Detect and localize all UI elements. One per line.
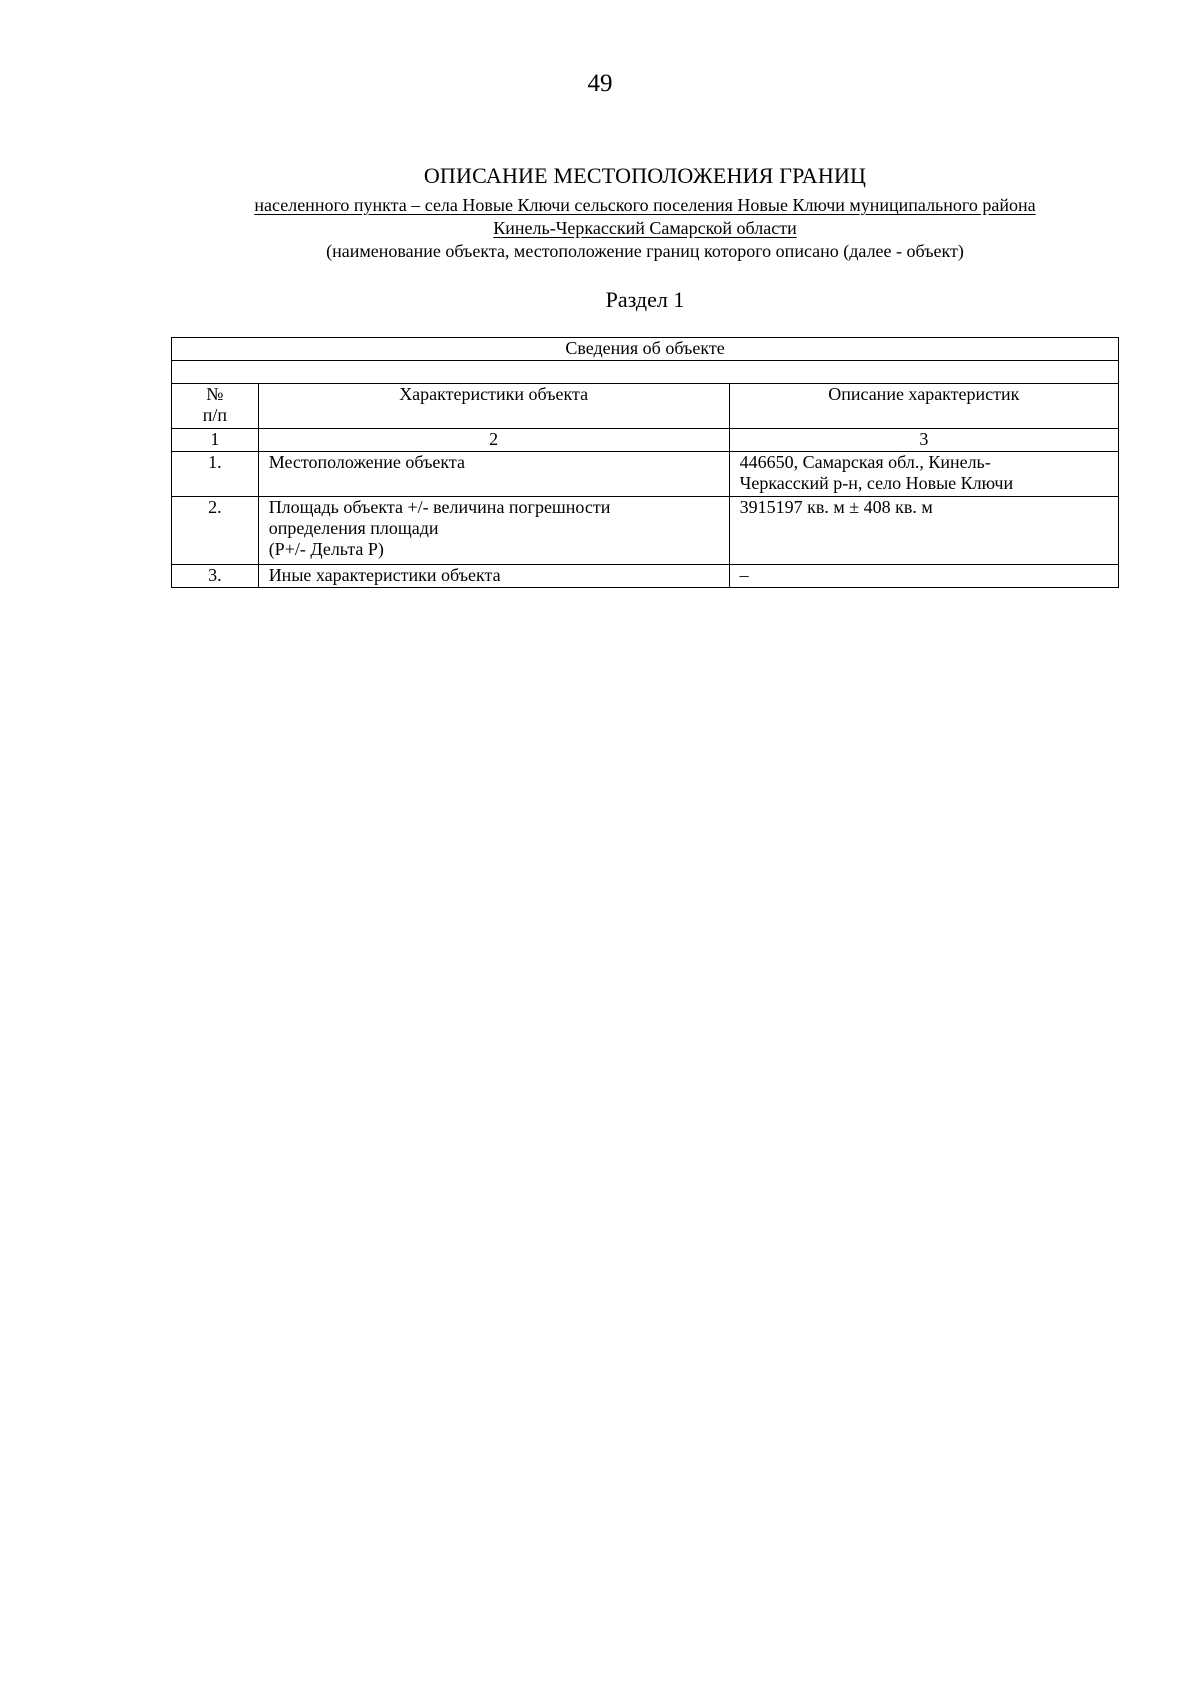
document-title: ОПИСАНИЕ МЕСТОПОЛОЖЕНИЯ ГРАНИЦ xyxy=(423,163,867,188)
table-row xyxy=(172,565,1119,588)
row-characteristic: Иные характеристики объекта xyxy=(258,565,729,588)
table-empty-cell xyxy=(172,361,1119,384)
table-row xyxy=(172,452,1119,497)
table-row xyxy=(172,497,1119,565)
header-num: № п/п xyxy=(172,384,259,429)
header-description: Описание характеристик xyxy=(729,384,1118,429)
row-description: 446650, Самарская обл., Кинель- Черкасский р-н, село Новые Ключи xyxy=(729,452,1118,497)
row-num: 3. xyxy=(172,565,259,588)
row-num: 1. xyxy=(172,452,259,497)
row-description: 3915197 кв. м ± 408 кв. м xyxy=(729,497,1118,565)
object-info-table xyxy=(171,337,1119,588)
row-description: – xyxy=(729,565,1118,588)
row-num: 2. xyxy=(172,497,259,565)
column-index-2: 2 xyxy=(258,429,729,452)
object-name-line-2: Кинель-Черкасский Самарской области xyxy=(493,218,797,238)
section-title: Раздел 1 xyxy=(605,287,685,312)
object-caption: (наименование объекта, местоположение границ которого описано (далее - объект) xyxy=(326,241,964,261)
column-index-1: 1 xyxy=(172,429,259,452)
row-characteristic: Местоположение объекта xyxy=(258,452,729,497)
header-characteristic: Характеристики объекта xyxy=(258,384,729,429)
row-characteristic: Площадь объекта +/- величина погрешности определения площади (Р+/- Дельта Р) xyxy=(258,497,729,565)
page-number: 49 xyxy=(587,70,613,97)
table-header-row xyxy=(172,384,1119,429)
object-name-line-1: населенного пункта – села Новые Ключи сельского поселения Новые Ключи муниципального района xyxy=(254,195,1036,215)
table-column-index-row xyxy=(172,429,1119,452)
table-caption: Сведения об объекте xyxy=(172,338,1119,361)
column-index-3: 3 xyxy=(729,429,1118,452)
table-caption-row xyxy=(172,338,1119,361)
table-empty-row xyxy=(172,361,1119,384)
